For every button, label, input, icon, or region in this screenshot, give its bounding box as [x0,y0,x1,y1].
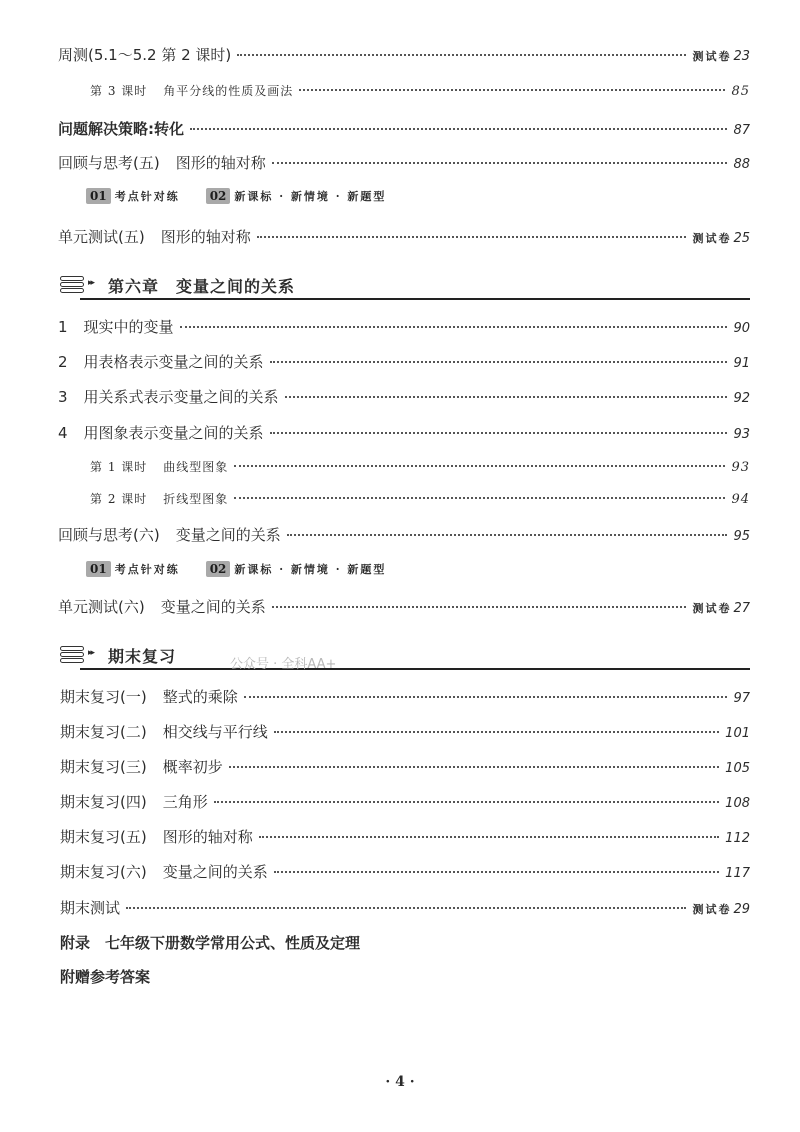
chapter-title: 期末复习 [108,647,177,666]
toc-entry-section-1[interactable] [58,316,750,337]
leader-dots [234,497,725,499]
toc-entry-weekly-test[interactable] [58,44,750,65]
page-number: 101 [725,726,750,741]
toc-entry-strategy[interactable] [58,118,750,139]
page-number: 85 [731,84,750,99]
entry-title: 折线型图象 [163,492,229,506]
toc-entry-unit-test-5[interactable] [58,226,750,247]
entry-label: 2 [58,353,68,371]
tag-label: 新课标 · 新情境 · 新题型 [234,190,387,203]
page-number: 108 [725,796,750,811]
page-number: 91 [733,356,750,371]
page-number: 95 [733,529,750,544]
entry-title: 现实中的变量 [83,318,174,336]
leader-dots [229,766,719,768]
leader-dots [274,871,719,873]
entry-title: 图形的轴对称 [175,154,266,172]
tag-label: 新课标 · 新情境 · 新题型 [234,563,387,576]
entry-label: 单元测试(六) [58,598,145,616]
entry-title: 曲线型图象 [163,460,229,474]
entry-title: 用图象表示变量之间的关系 [83,424,264,442]
page-number: 29 [733,902,750,917]
books-icon [60,276,84,298]
leader-dots [214,801,719,803]
test-paper-label: 测试卷 [692,602,732,615]
chapter-rule [80,298,750,300]
entry-label: 期末复习(二) [60,723,147,741]
leader-dots [126,907,686,909]
toc-entry-final-test[interactable] [60,897,750,918]
entry-label: 期末复习(三) [60,758,147,776]
entry-label: 期末复习(四) [60,793,147,811]
entry-label: 3 [58,388,68,406]
tag-label: 考点针对练 [114,190,180,203]
toc-entry-final-review-2[interactable] [60,721,750,742]
answers-entry[interactable]: 附赠参考答案 [60,968,151,986]
tag-number: 01 [86,561,111,577]
entry-label: 期末复习(六) [60,863,147,881]
entry-title: 图形的轴对称 [160,228,251,246]
entry-title: 用表格表示变量之间的关系 [83,353,264,371]
tag-number: 01 [86,188,111,204]
watermark: 公众号 · 全科AA+ [230,657,337,672]
leader-dots [257,236,687,238]
page-number: 93 [731,460,750,475]
toc-entry-section-2[interactable] [58,351,750,372]
page-number: 25 [733,231,750,246]
entry-title: 角平分线的性质及画法 [163,84,294,98]
tag-label: 考点针对练 [114,563,180,576]
chapter-title: 第六章 变量之间的关系 [108,277,296,296]
appendix-entry[interactable]: 附录 七年级下册数学常用公式、性质及定理 [60,934,361,952]
entry-label: 问题解决策略:转化 [58,120,184,138]
leader-dots [272,162,728,164]
leader-dots [180,326,728,328]
leader-dots [299,89,725,91]
practice-tags [86,188,386,204]
toc-entry-final-review-6[interactable] [60,861,750,882]
entry-label: 期末复习(一) [60,688,147,706]
toc-entry-final-review-3[interactable] [60,756,750,777]
entry-label: 回顾与思考(六) [58,526,160,544]
toc-entry-section-4[interactable] [58,422,750,443]
entry-title: 三角形 [162,793,208,811]
toc-entry-review-6[interactable] [58,524,750,545]
page-number: 87 [733,123,750,138]
page-number: 92 [733,391,750,406]
page-number-footer: · 4 · [385,1074,415,1090]
toc-entry-final-review-4[interactable] [60,791,750,812]
page-number: 94 [731,492,750,507]
leader-dots [237,54,686,56]
leader-dots [190,128,727,130]
toc-entry-lesson-1[interactable] [90,458,750,475]
practice-tags [86,561,386,577]
leader-dots [270,432,728,434]
page-number: 97 [733,691,750,706]
entry-title: 相交线与平行线 [162,723,268,741]
entry-label: 第 2 课时 [90,492,148,506]
toc-entry-section-3[interactable] [58,386,750,407]
tag-number: 02 [206,561,231,577]
test-paper-label: 测试卷 [692,50,732,63]
final-review-header [60,644,750,674]
entry-title: 图形的轴对称 [162,828,253,846]
test-paper-label: 测试卷 [692,903,732,916]
test-paper-label: 测试卷 [692,232,732,245]
toc-entry-lesson-2[interactable] [90,490,750,507]
leader-dots [270,361,728,363]
page-number: 23 [733,49,750,64]
entry-label: 期末测试 [60,899,121,917]
arrow-icon: ▸▸ [88,278,94,288]
entry-title: 用关系式表示变量之间的关系 [83,388,279,406]
toc-entry-lesson-3[interactable] [90,82,750,99]
entry-title: 变量之间的关系 [162,863,268,881]
entry-label: 第 3 课时 [90,84,148,98]
page-number: 90 [733,321,750,336]
leader-dots [259,836,719,838]
entry-label: 第 1 课时 [90,460,148,474]
entry-title: 概率初步 [162,758,223,776]
arrow-icon: ▸▸ [88,648,94,658]
toc-entry-review-5[interactable] [58,152,750,173]
chapter-6-header [60,274,750,304]
entry-label: 4 [58,424,68,442]
entry-title: 整式的乘除 [162,688,238,706]
entry-label: 单元测试(五) [58,228,145,246]
page-number: 117 [725,866,750,881]
toc-entry-final-review-5[interactable] [60,826,750,847]
entry-label: 周测(5.1～5.2 第 2 课时) [58,46,232,64]
leader-dots [234,465,725,467]
entry-label: 期末复习(五) [60,828,147,846]
leader-dots [285,396,728,398]
page-number: 27 [733,601,750,616]
leader-dots [287,534,728,536]
toc-entry-unit-test-6[interactable] [58,596,750,617]
page-number: 105 [725,761,750,776]
page-number: 112 [725,831,750,846]
toc-entry-final-review-1[interactable] [60,686,750,707]
leader-dots [274,731,719,733]
tag-number: 02 [206,188,231,204]
entry-title: 变量之间的关系 [175,526,281,544]
entry-title: 变量之间的关系 [160,598,266,616]
entry-label: 1 [58,318,68,336]
entry-label: 回顾与思考(五) [58,154,160,172]
books-icon [60,646,84,668]
page-number: 88 [733,157,750,172]
page-number: 93 [733,427,750,442]
leader-dots [272,606,687,608]
leader-dots [244,696,728,698]
chapter-rule [80,668,750,670]
